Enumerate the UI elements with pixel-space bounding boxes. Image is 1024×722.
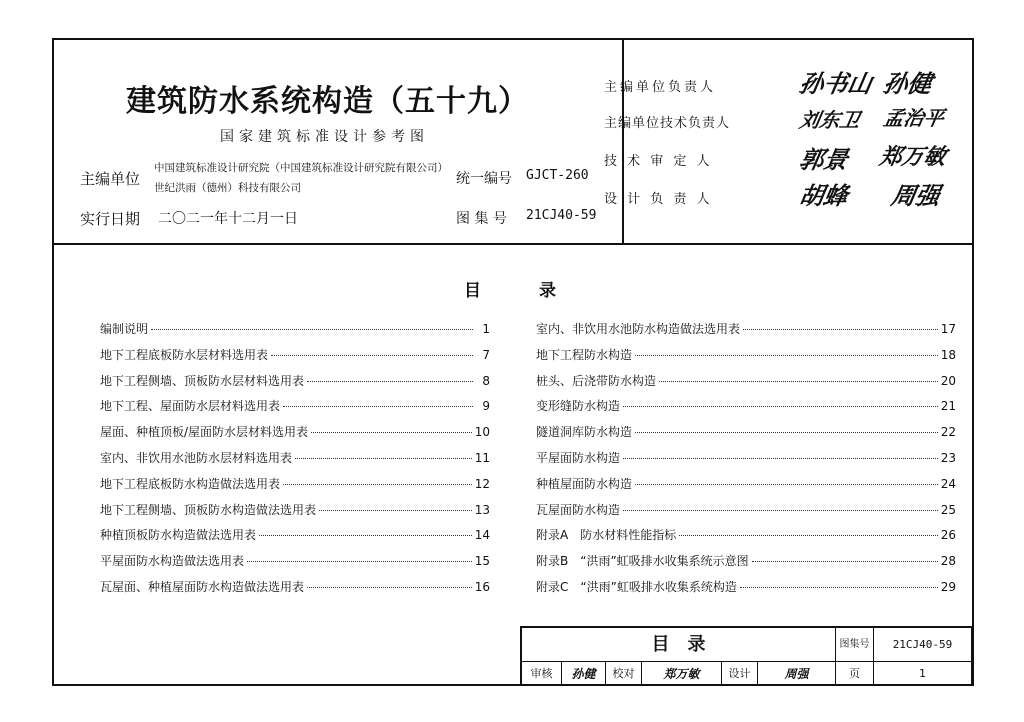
- signature-1b: 孙健: [881, 69, 935, 98]
- atlas-label: 图 集 号: [456, 211, 507, 227]
- toc-item[interactable]: 瓦屋面、种植屋面防水构造做法选用表 16: [100, 579, 490, 594]
- signature-4b: 周强: [889, 181, 943, 210]
- title-block: [520, 626, 972, 686]
- signature-3a: 郭景: [797, 145, 851, 174]
- toc-item[interactable]: 地下工程侧墙、顶板防水层材料选用表 8: [100, 373, 490, 388]
- toc-item[interactable]: 地下工程底板防水构造做法选用表 12: [100, 476, 490, 491]
- org-line-2: 世纪洪雨（德州）科技有限公司: [154, 182, 301, 194]
- toc-item[interactable]: 种植顶板防水构造做法选用表 14: [100, 528, 490, 543]
- tb-checker-signature: 郑万敏: [642, 662, 722, 686]
- tb-atlas-value: 21CJ40-59: [874, 628, 972, 662]
- tb-designer-signature: 周强: [758, 662, 836, 686]
- toc-heading-char-2: 录: [539, 281, 556, 301]
- signature-3b: 郑万敏: [877, 144, 949, 170]
- date-value: 二〇二一年十二月一日: [158, 211, 298, 227]
- tb-review-label: 审核: [522, 662, 562, 686]
- header-left: [54, 40, 624, 243]
- toc-item[interactable]: 地下工程、屋面防水层材料选用表 9: [100, 399, 490, 414]
- tb-atlas-label: 图集号: [836, 628, 874, 662]
- signature-1a: 孙书山: [797, 69, 875, 98]
- toc-item[interactable]: 隧道洞库防水构造 22: [536, 425, 956, 440]
- signature-4a: 胡蜂: [797, 181, 851, 210]
- resp-role-3: 技 术 审 定 人: [604, 154, 713, 169]
- toc-item[interactable]: 室内、非饮用水池防水构造做法选用表 17: [536, 322, 956, 336]
- code-label: 统一编号: [456, 171, 512, 187]
- toc-item[interactable]: 附录A 防水材料性能指标 26: [536, 528, 956, 543]
- toc-left-column: [100, 320, 490, 604]
- toc-item[interactable]: 平屋面防水构造 23: [536, 450, 956, 465]
- resp-role-4: 设 计 负 责 人: [604, 192, 713, 207]
- resp-role-2: 主编单位技术负责人: [604, 116, 731, 131]
- code-value: GJCT-260: [526, 168, 589, 183]
- toc-item[interactable]: 编制说明 1: [100, 322, 490, 336]
- atlas-value: 21CJ40-59: [526, 208, 597, 223]
- toc-item[interactable]: 地下工程防水构造 18: [536, 347, 956, 362]
- toc-item[interactable]: 屋面、种植顶板/屋面防水层材料选用表 10: [100, 425, 490, 440]
- toc-item[interactable]: 桩头、后浇带防水构造 20: [536, 373, 956, 388]
- toc-item[interactable]: 平屋面防水构造做法选用表 15: [100, 554, 490, 569]
- page-subtitle: 国家建筑标准设计参考图: [220, 129, 429, 145]
- tb-page-label: 页: [836, 662, 874, 686]
- signature-2a: 刘东卫: [797, 108, 862, 132]
- date-label: 实行日期: [80, 210, 141, 228]
- toc-heading-char-1: 目: [464, 281, 481, 301]
- tb-reviewer-signature: 孙健: [562, 662, 606, 686]
- resp-role-1: 主编单位负责人: [604, 80, 717, 95]
- toc-item[interactable]: 附录B “洪雨”虹吸排水收集系统示意图 28: [536, 554, 956, 569]
- toc-item[interactable]: 种植屋面防水构造 24: [536, 476, 956, 491]
- toc-item[interactable]: 室内、非饮用水池防水层材料选用表 11: [100, 450, 490, 465]
- toc-right-column: [536, 320, 956, 604]
- org-line-1: 中国建筑标准设计研究院（中国建筑标准设计研究院有限公司）: [154, 162, 448, 174]
- toc-item[interactable]: 变形缝防水构造 21: [536, 399, 956, 414]
- tb-check-label: 校对: [606, 662, 642, 686]
- toc-item[interactable]: 地下工程底板防水层材料选用表 7: [100, 347, 490, 362]
- title-block-title: 目 录: [522, 628, 836, 662]
- toc-item[interactable]: 附录C “洪雨”虹吸排水收集系统构造 29: [536, 579, 956, 594]
- drawing-frame: [52, 38, 974, 686]
- page-title: 建筑防水系统构造（五十九）: [126, 84, 529, 119]
- tb-design-label: 设计: [722, 662, 758, 686]
- tb-page-value: 1: [874, 662, 972, 686]
- toc-item[interactable]: 地下工程侧墙、顶板防水构造做法选用表 13: [100, 502, 490, 517]
- toc-heading: [464, 276, 614, 301]
- org-label: 主编单位: [80, 170, 141, 188]
- signature-2b: 孟治平: [881, 106, 946, 130]
- toc-item[interactable]: 瓦屋面防水构造 25: [536, 502, 956, 517]
